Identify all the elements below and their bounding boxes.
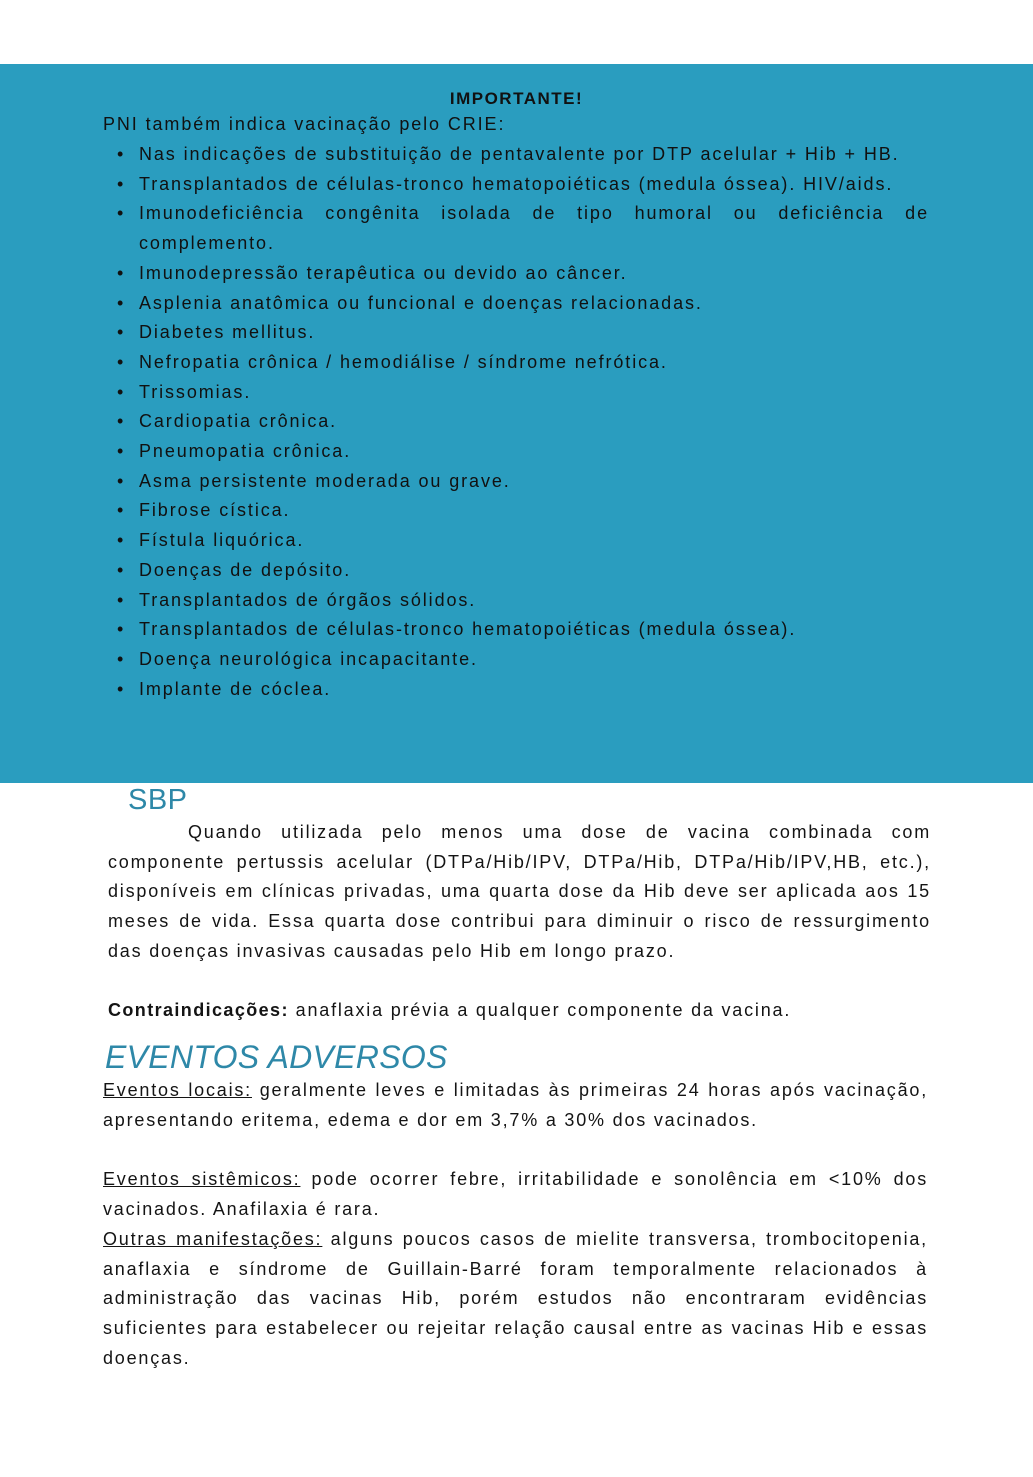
bullet-icon: • — [117, 351, 126, 372]
crie-list-item — [117, 526, 929, 556]
crie-list-item — [117, 348, 929, 378]
crie-list-item-text: Nas indicações de substituição de pentavalente por DTP acelular + Hib + HB. — [139, 144, 900, 164]
crie-list-item — [117, 199, 929, 258]
bullet-icon: • — [117, 559, 126, 580]
local-events — [103, 1076, 928, 1135]
crie-list-item-text: Asplenia anatômica ou funcional e doenças relacionadas. — [139, 292, 703, 313]
important-title: IMPORTANTE! — [449, 89, 584, 108]
crie-list-item — [117, 496, 929, 526]
crie-list-item-text: Fístula liquórica. — [139, 530, 305, 551]
crie-list-item — [117, 259, 929, 289]
contraindications-text: anaflaxia prévia a qualquer componente da vacina. — [288, 1000, 792, 1020]
crie-list-item-text: Imunodepressão terapêutica ou devido ao câncer. — [139, 262, 628, 283]
crie-list-item — [117, 289, 929, 319]
crie-list-item-text: Doenças de depósito. — [139, 559, 352, 580]
bullet-icon: • — [117, 381, 126, 402]
crie-list-item-text: Pneumopatia crônica. — [139, 441, 352, 462]
sbp-paragraph: Quando utilizada pelo menos uma dose de vacina combinada com componente pertussis acelular (DTPa/Hib/IPV, DTPa/Hib, DTPa/Hib/IPV,HB, etc.), disponíveis em clínicas privadas, uma quarta dose da Hib deve ser aplicada aos 15 meses de vida. Essa quarta dose contribui para diminuir o risco de ressurgimento das doenças invasivas causadas pelo Hib em longo prazo. — [108, 822, 931, 961]
crie-list-item — [117, 170, 929, 200]
crie-list-item — [117, 140, 929, 170]
crie-list-item-text: Imunodeficiência congênita isolada de tipo humoral ou deficiência de complemento. — [139, 203, 929, 254]
crie-list-item-text: Implante de cóclea. — [139, 678, 332, 699]
contraindications-label: Contraindicações: — [108, 1000, 289, 1020]
contraindications — [108, 996, 931, 1026]
crie-list-item — [117, 407, 929, 437]
crie-list-item — [117, 645, 929, 675]
crie-list-item — [117, 378, 929, 408]
crie-list-item-text: Fibrose cística. — [139, 500, 291, 521]
local-events-text: geralmente leves e limitadas às primeiras 24 horas após vacinação, apresentando eritema, edema e dor em 3,7% a 30% dos vacinados. — [103, 1080, 929, 1130]
systemic-events-text: pode ocorrer febre, irritabilidade e sonolência em <10% dos vacinados. Anafilaxia é rara. — [103, 1169, 928, 1219]
bullet-icon: • — [117, 619, 126, 640]
crie-list-item-text: Asma persistente moderada ou grave. — [139, 470, 511, 491]
crie-list-item — [117, 437, 929, 467]
other-manifestations-text: alguns poucos casos de mielite transversa, trombocitopenia, anaflaxia e síndrome de Guillain-Barré foram temporalmente relacionados à administração das vacinas Hib, porém estudos não encontraram evidências suficientes para estabelecer ou rejeitar relação causal entre as vacinas Hib e essas doenças. — [103, 1229, 928, 1368]
systemic-events — [103, 1165, 928, 1224]
crie-indication-list — [117, 140, 929, 704]
bullet-icon: • — [117, 678, 126, 699]
bullet-icon: • — [117, 144, 126, 164]
bullet-icon: • — [117, 470, 126, 491]
bullet-icon: • — [117, 322, 126, 343]
crie-list-item — [117, 675, 929, 705]
crie-list-item-text: Transplantados de células-tronco hematopoiéticas (medula óssea). HIV/aids. — [139, 173, 894, 194]
crie-list-item-text: Transplantados de células-tronco hematopoiéticas (medula óssea). — [139, 619, 797, 640]
crie-list-item — [117, 615, 929, 645]
other-manifestations-label: Outras manifestações: — [103, 1229, 323, 1249]
bullet-icon: • — [117, 500, 126, 521]
bullet-icon: • — [117, 203, 126, 224]
crie-list-item — [117, 556, 929, 586]
bullet-icon: • — [117, 262, 126, 283]
local-events-label: Eventos locais: — [103, 1080, 252, 1100]
other-manifestations — [103, 1225, 928, 1374]
crie-list-item — [117, 467, 929, 497]
crie-list-item-text: Transplantados de órgãos sólidos. — [139, 589, 477, 610]
crie-list-item — [117, 318, 929, 348]
crie-list-item-text: Trissomias. — [139, 381, 252, 402]
sbp-heading: SBP — [128, 784, 188, 816]
bullet-icon: • — [117, 292, 126, 313]
crie-list-item — [117, 586, 929, 616]
crie-list-item-text: Nefropatia crônica / hemodiálise / síndrome nefrótica. — [139, 351, 668, 372]
crie-list-item-text: Diabetes mellitus. — [139, 322, 316, 343]
bullet-icon: • — [117, 441, 126, 462]
crie-intro: PNI também indica vacinação pelo CRIE: — [103, 114, 506, 134]
systemic-events-label: Eventos sistêmicos: — [103, 1169, 301, 1189]
crie-list-item-text: Cardiopatia crônica. — [139, 411, 338, 432]
bullet-icon: • — [117, 411, 126, 432]
bullet-icon: • — [117, 589, 126, 610]
bullet-icon: • — [117, 530, 126, 551]
crie-list-item-text: Doença neurológica incapacitante. — [139, 648, 478, 669]
bullet-icon: • — [117, 173, 126, 194]
bullet-icon: • — [117, 648, 126, 669]
adverse-events-heading: EVENTOS ADVERSOS — [105, 1039, 448, 1075]
